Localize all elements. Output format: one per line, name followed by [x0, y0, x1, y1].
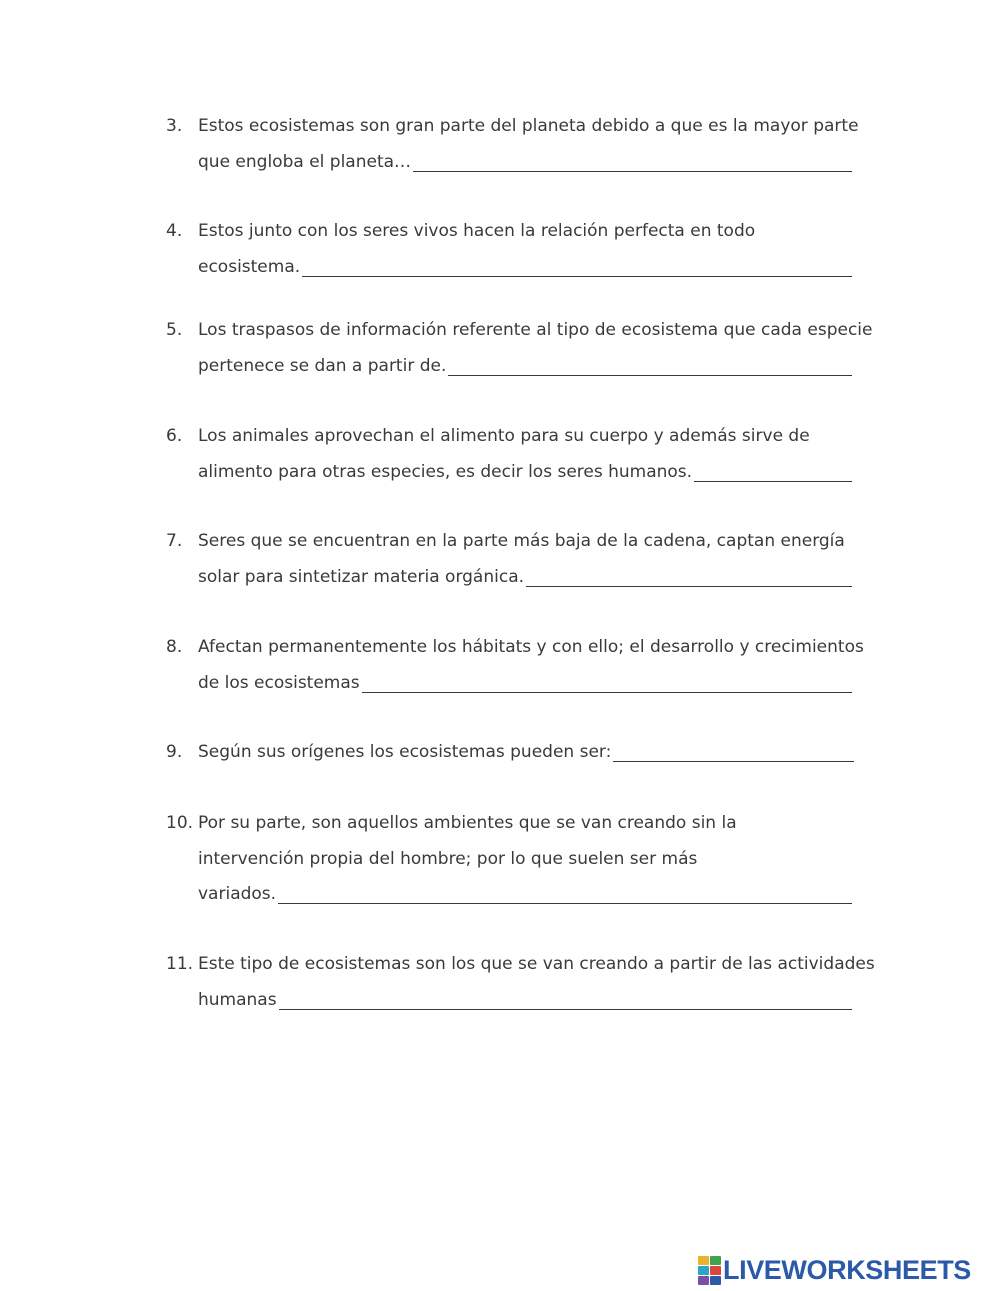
answer-blank[interactable] — [613, 761, 854, 762]
liveworksheets-logo-icon — [698, 1256, 721, 1285]
question-number: 3. — [166, 116, 183, 136]
question-text-line: Este tipo de ecosistemas son los que se van creando a partir de las actividades — [198, 954, 875, 974]
answer-blank[interactable] — [302, 276, 852, 277]
answer-blank[interactable] — [362, 692, 852, 693]
question-text-line: de los ecosistemas — [198, 672, 360, 693]
question-8 — [166, 630, 864, 701]
question-10 — [166, 806, 856, 913]
question-text-line: Los animales aprovechan el alimento para su cuerpo y además sirve de — [198, 426, 810, 446]
question-7 — [166, 524, 856, 595]
question-text-line: alimento para otras especies, es decir los seres humanos. — [198, 461, 693, 482]
question-number: 9. — [166, 742, 183, 762]
answer-blank[interactable] — [526, 586, 852, 587]
question-text-line: humanas — [198, 989, 277, 1010]
answer-blank[interactable] — [694, 481, 852, 482]
question-number: 6. — [166, 426, 183, 446]
question-text-line: variados. — [198, 884, 277, 904]
question-5 — [166, 313, 873, 384]
question-11 — [166, 947, 875, 1018]
question-text-line: Según sus orígenes los ecosistemas pueden ser: — [198, 742, 612, 762]
question-3 — [166, 109, 859, 180]
question-text-line: Afectan permanentemente los hábitats y con ello; el desarrollo y crecimientos — [198, 637, 864, 657]
question-number: 10. — [166, 813, 194, 833]
question-text-line: Seres que se encuentran en la parte más baja de la cadena, captan energía — [198, 531, 845, 551]
answer-blank[interactable] — [413, 171, 852, 172]
question-text-line: ecosistema. — [198, 256, 301, 277]
liveworksheets-brand — [698, 1256, 971, 1284]
question-text-line: Los traspasos de información referente al tipo de ecosistema que cada especie — [198, 320, 873, 340]
question-number: 11. — [166, 954, 194, 974]
question-text-line: Estos ecosistemas son gran parte del planeta debido a que es la mayor parte — [198, 116, 859, 136]
question-text-line: que engloba el planeta… — [198, 151, 412, 172]
question-text-line: pertenece se dan a partir de. — [198, 355, 447, 376]
question-number: 4. — [166, 221, 183, 241]
question-number: 5. — [166, 320, 183, 340]
question-text-line: Por su parte, son aquellos ambientes que se van creando sin la — [198, 813, 737, 833]
question-text-line: Estos junto con los seres vivos hacen la relación perfecta en todo — [198, 221, 756, 241]
question-4 — [166, 214, 856, 285]
question-number: 8. — [166, 637, 183, 657]
answer-blank[interactable] — [279, 1009, 852, 1010]
question-text-line: solar para sintetizar materia orgánica. — [198, 566, 525, 587]
question-9 — [166, 735, 856, 771]
answer-blank[interactable] — [448, 375, 852, 376]
answer-blank[interactable] — [278, 903, 852, 904]
question-text-line: intervención propia del hombre; por lo que suelen ser más — [198, 848, 698, 869]
question-number: 7. — [166, 531, 183, 551]
brand-name: LIVEWORKSHEETS — [723, 1255, 971, 1285]
question-6 — [166, 419, 856, 490]
